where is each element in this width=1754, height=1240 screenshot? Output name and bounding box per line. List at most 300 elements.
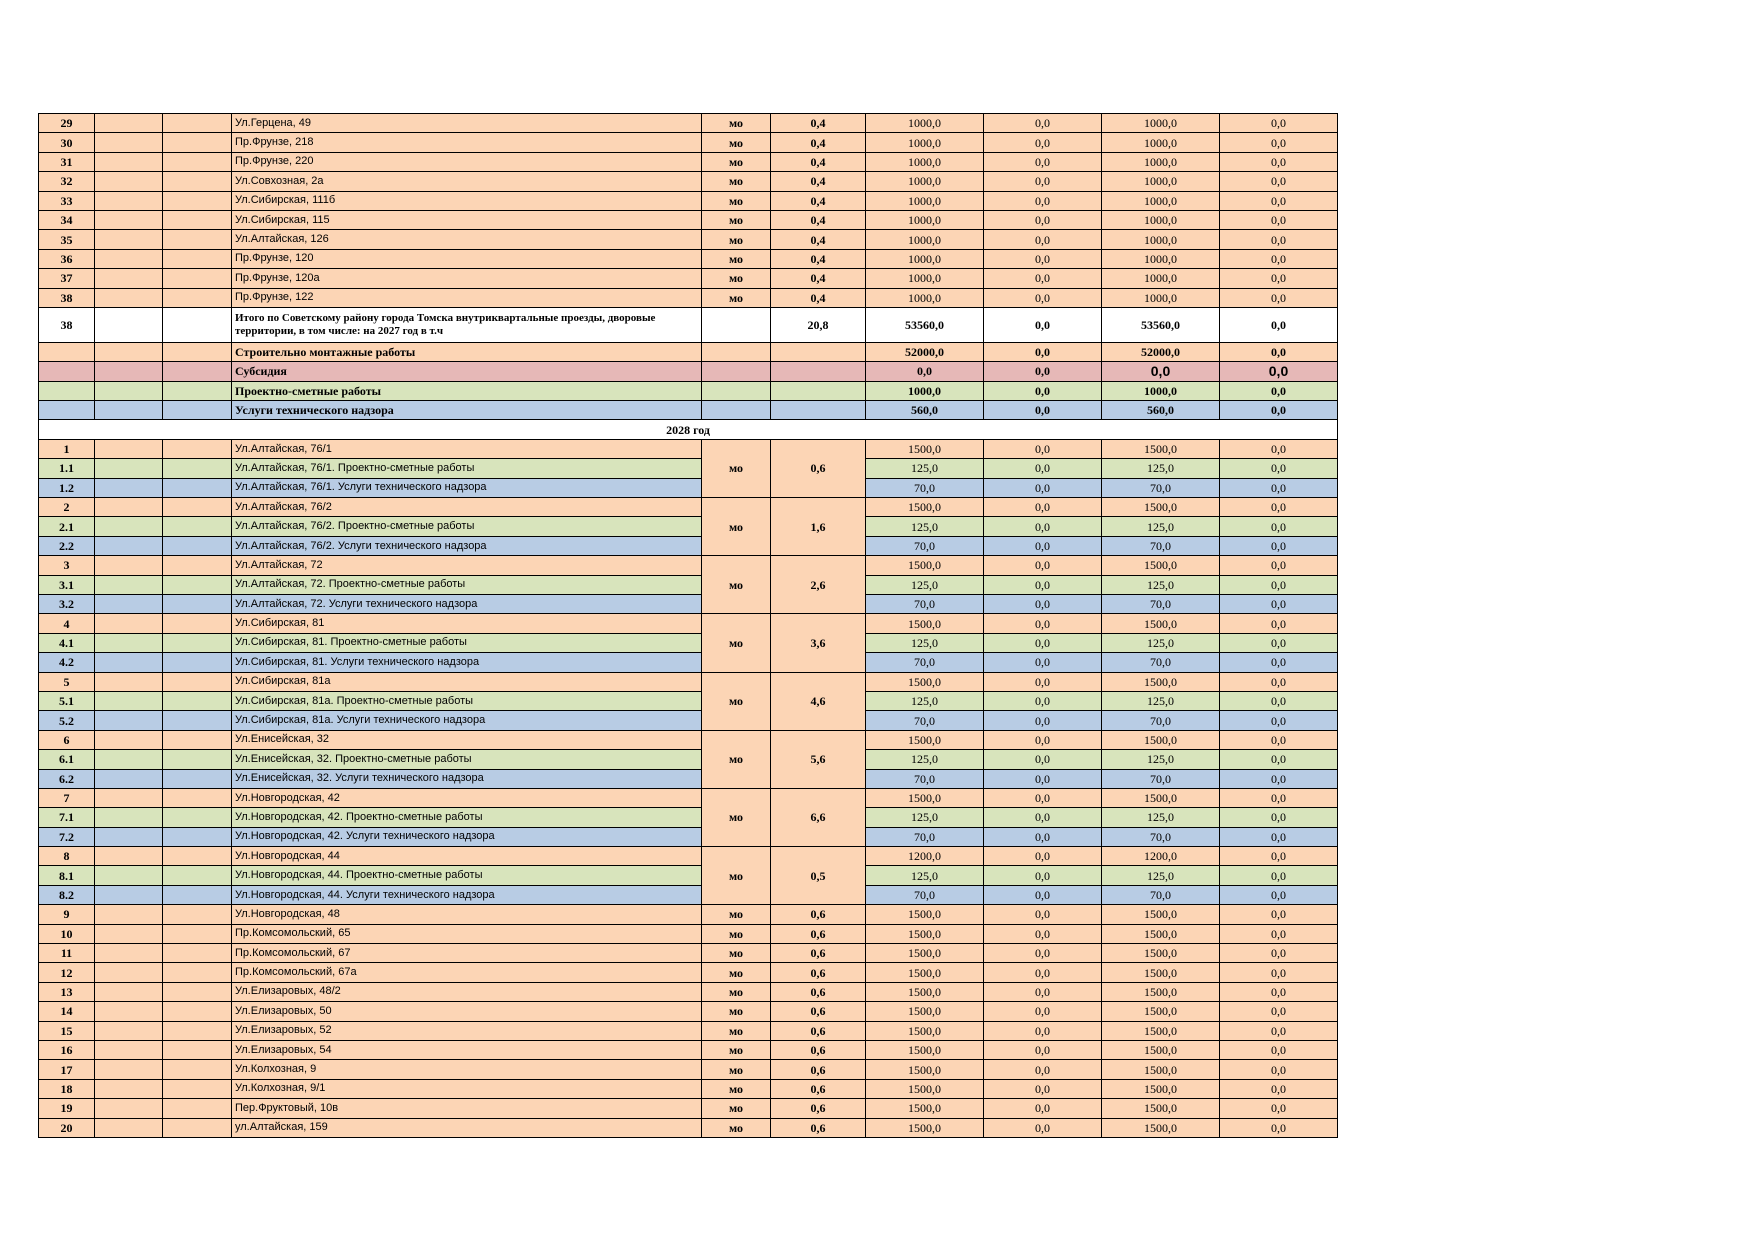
row-number-cell: 2 — [39, 498, 95, 517]
row-number-cell: 8.2 — [39, 885, 95, 904]
address-cell: Ул.Сибирская, 81а. Услуги технического надзора — [232, 711, 702, 730]
empty-cell — [39, 381, 95, 400]
empty-cell — [95, 788, 163, 807]
table-row — [39, 288, 1338, 307]
cost-total-cell: 70,0 — [866, 478, 984, 497]
row-number-cell: 32 — [39, 172, 95, 191]
address-cell: Ул.Герцена, 49 — [232, 114, 702, 133]
cost-federal-cell: 0,0 — [984, 498, 1102, 517]
empty-cell — [95, 866, 163, 885]
address-cell: Ул.Сибирская, 115 — [232, 210, 702, 229]
unit-cell: мо — [702, 924, 771, 943]
address-cell: Пр.Комсомольский, 67а — [232, 963, 702, 982]
cost-federal-cell: 0,0 — [984, 210, 1102, 229]
row-number-cell: 7.1 — [39, 808, 95, 827]
address-cell: Ул.Новгородская, 44. Услуги технического надзора — [232, 885, 702, 904]
empty-cell — [95, 342, 163, 361]
quantity-cell: 0,6 — [771, 1099, 866, 1118]
empty-cell — [163, 711, 232, 730]
address-cell: Ул.Алтайская, 72 — [232, 556, 702, 575]
cost-federal-cell: 0,0 — [984, 575, 1102, 594]
cost-local-cell: 1000,0 — [1102, 381, 1220, 400]
unit-cell: мо — [702, 152, 771, 171]
cost-total-cell: 125,0 — [866, 808, 984, 827]
empty-cell — [163, 691, 232, 710]
empty-cell — [702, 342, 771, 361]
cost-federal-cell: 0,0 — [984, 191, 1102, 210]
table-row — [39, 808, 1338, 827]
cost-total-cell: 1500,0 — [866, 1118, 984, 1137]
table-row — [39, 963, 1338, 982]
empty-cell — [163, 924, 232, 943]
cost-total-cell: 1500,0 — [866, 1099, 984, 1118]
table-row — [39, 210, 1338, 229]
cost-local-cell: 125,0 — [1102, 459, 1220, 478]
cost-other-cell: 0,0 — [1220, 459, 1338, 478]
cost-other-cell: 0,0 — [1220, 191, 1338, 210]
empty-cell — [95, 653, 163, 672]
address-cell: Ул.Сибирская, 81 — [232, 614, 702, 633]
cost-federal-cell: 0,0 — [984, 594, 1102, 613]
unit-cell: мо — [702, 114, 771, 133]
empty-cell — [95, 269, 163, 288]
cost-federal-cell: 0,0 — [984, 459, 1102, 478]
cost-federal-cell: 0,0 — [984, 517, 1102, 536]
cost-federal-cell: 0,0 — [984, 249, 1102, 268]
unit-cell: мо — [702, 982, 771, 1001]
table-row — [39, 575, 1338, 594]
empty-cell — [95, 1002, 163, 1021]
cost-other-cell: 0,0 — [1220, 788, 1338, 807]
quantity-cell: 0,4 — [771, 152, 866, 171]
cost-federal-cell: 0,0 — [984, 866, 1102, 885]
empty-cell — [163, 653, 232, 672]
quantity-cell: 0,4 — [771, 288, 866, 307]
empty-cell — [163, 342, 232, 361]
table-row — [39, 249, 1338, 268]
row-number-cell: 1.1 — [39, 459, 95, 478]
unit-cell: мо — [702, 230, 771, 249]
cost-other-cell: 0,0 — [1220, 924, 1338, 943]
cost-other-cell: 0,0 — [1220, 575, 1338, 594]
cost-local-cell: 53560,0 — [1102, 307, 1220, 342]
row-number-cell: 8.1 — [39, 866, 95, 885]
cost-local-cell: 70,0 — [1102, 711, 1220, 730]
cost-total-cell: 125,0 — [866, 750, 984, 769]
table-row — [39, 230, 1338, 249]
cost-other-cell: 0,0 — [1220, 114, 1338, 133]
quantity-cell: 0,6 — [771, 1118, 866, 1137]
table-row — [39, 459, 1338, 478]
cost-local-cell: 70,0 — [1102, 769, 1220, 788]
quantity-cell: 0,4 — [771, 191, 866, 210]
row-number-cell: 11 — [39, 944, 95, 963]
address-cell: ул.Алтайская, 159 — [232, 1118, 702, 1137]
empty-cell — [95, 614, 163, 633]
row-number-cell: 6.1 — [39, 750, 95, 769]
cost-local-cell: 1500,0 — [1102, 556, 1220, 575]
cost-local-cell: 1500,0 — [1102, 1060, 1220, 1079]
cost-other-cell: 0,0 — [1220, 210, 1338, 229]
empty-cell — [771, 362, 866, 381]
empty-cell — [95, 536, 163, 555]
cost-total-cell: 1500,0 — [866, 1002, 984, 1021]
quantity-cell: 0,4 — [771, 133, 866, 152]
cost-other-cell: 0,0 — [1220, 963, 1338, 982]
cost-federal-cell: 0,0 — [984, 944, 1102, 963]
address-cell: Ул.Новгородская, 42. Проектно-сметные работы — [232, 808, 702, 827]
cost-total-cell: 1500,0 — [866, 498, 984, 517]
cost-local-cell: 1000,0 — [1102, 230, 1220, 249]
empty-cell — [95, 1040, 163, 1059]
cost-total-cell: 1500,0 — [866, 439, 984, 458]
quantity-cell: 0,4 — [771, 249, 866, 268]
empty-cell — [163, 517, 232, 536]
cost-other-cell: 0,0 — [1220, 672, 1338, 691]
quantity-cell: 0,6 — [771, 905, 866, 924]
cost-local-cell: 1500,0 — [1102, 982, 1220, 1001]
cost-federal-cell: 0,0 — [984, 401, 1102, 420]
address-cell: Пер.Фруктовый, 10в — [232, 1099, 702, 1118]
cost-local-cell: 70,0 — [1102, 885, 1220, 904]
empty-cell — [95, 230, 163, 249]
row-number-cell: 33 — [39, 191, 95, 210]
empty-cell — [163, 827, 232, 846]
table-row — [39, 133, 1338, 152]
cost-federal-cell: 0,0 — [984, 1060, 1102, 1079]
table-row — [39, 788, 1338, 807]
cost-total-cell: 70,0 — [866, 769, 984, 788]
cost-total-cell: 70,0 — [866, 827, 984, 846]
cost-total-cell: 1000,0 — [866, 172, 984, 191]
table-row — [39, 1118, 1338, 1137]
row-number-cell: 4.2 — [39, 653, 95, 672]
empty-cell — [95, 210, 163, 229]
row-number-cell: 17 — [39, 1060, 95, 1079]
quantity-cell: 0,4 — [771, 114, 866, 133]
cost-local-cell: 1500,0 — [1102, 1099, 1220, 1118]
cost-total-cell: 1000,0 — [866, 249, 984, 268]
quantity-cell: 5,6 — [771, 730, 866, 788]
address-cell: Ул.Алтайская, 72. Проектно-сметные работы — [232, 575, 702, 594]
cost-federal-cell: 0,0 — [984, 556, 1102, 575]
cost-total-cell: 1200,0 — [866, 847, 984, 866]
section-label-cell: Субсидия — [232, 362, 702, 381]
cost-other-cell: 0,0 — [1220, 152, 1338, 171]
row-number-cell: 31 — [39, 152, 95, 171]
address-cell: Ул.Сибирская, 81. Проектно-сметные работы — [232, 633, 702, 652]
cost-local-cell: 1000,0 — [1102, 191, 1220, 210]
cost-local-cell: 125,0 — [1102, 691, 1220, 710]
table-row — [39, 556, 1338, 575]
table-row — [39, 1040, 1338, 1059]
cost-federal-cell: 0,0 — [984, 1002, 1102, 1021]
empty-cell — [95, 633, 163, 652]
cost-local-cell: 70,0 — [1102, 827, 1220, 846]
cost-local-cell: 1500,0 — [1102, 439, 1220, 458]
empty-cell — [163, 1021, 232, 1040]
empty-cell — [95, 517, 163, 536]
total-label-cell: Итого по Советскому району города Томска внутриквартальные проезды, дворовые территории, в том числе: на 2027 год в т.ч — [232, 307, 702, 342]
unit-cell: мо — [702, 963, 771, 982]
cost-federal-cell: 0,0 — [984, 885, 1102, 904]
empty-cell — [163, 362, 232, 381]
address-cell: Ул.Сибирская, 81а. Проектно-сметные работы — [232, 691, 702, 710]
cost-other-cell: 0,0 — [1220, 288, 1338, 307]
unit-cell: мо — [702, 944, 771, 963]
unit-cell: мо — [702, 788, 771, 846]
empty-cell — [95, 672, 163, 691]
cost-local-cell: 1500,0 — [1102, 924, 1220, 943]
unit-cell: мо — [702, 847, 771, 905]
empty-cell — [163, 808, 232, 827]
address-cell: Ул.Новгородская, 44 — [232, 847, 702, 866]
cost-other-cell: 0,0 — [1220, 401, 1338, 420]
row-number-cell: 4.1 — [39, 633, 95, 652]
cost-federal-cell: 0,0 — [984, 653, 1102, 672]
empty-cell — [163, 672, 232, 691]
empty-cell — [95, 905, 163, 924]
unit-cell: мо — [702, 210, 771, 229]
cost-total-cell: 1500,0 — [866, 982, 984, 1001]
empty-cell — [95, 808, 163, 827]
table-row — [39, 750, 1338, 769]
cost-other-cell: 0,0 — [1220, 944, 1338, 963]
empty-cell — [163, 307, 232, 342]
empty-cell — [163, 963, 232, 982]
cost-total-cell: 1500,0 — [866, 944, 984, 963]
cost-total-cell: 125,0 — [866, 691, 984, 710]
cost-total-cell: 125,0 — [866, 633, 984, 652]
row-number-cell: 35 — [39, 230, 95, 249]
empty-cell — [95, 498, 163, 517]
cost-local-cell: 70,0 — [1102, 478, 1220, 497]
empty-cell — [95, 114, 163, 133]
row-number-cell: 30 — [39, 133, 95, 152]
cost-local-cell: 1000,0 — [1102, 210, 1220, 229]
cost-total-cell: 1500,0 — [866, 963, 984, 982]
cost-federal-cell: 0,0 — [984, 230, 1102, 249]
empty-cell — [163, 633, 232, 652]
cost-other-cell: 0,0 — [1220, 307, 1338, 342]
address-cell: Пр.Комсомольский, 65 — [232, 924, 702, 943]
cost-federal-cell: 0,0 — [984, 730, 1102, 749]
cost-other-cell: 0,0 — [1220, 730, 1338, 749]
cost-local-cell: 1500,0 — [1102, 1079, 1220, 1098]
empty-cell — [163, 788, 232, 807]
cost-local-cell: 125,0 — [1102, 633, 1220, 652]
empty-cell — [163, 401, 232, 420]
unit-cell: мо — [702, 672, 771, 730]
cost-federal-cell: 0,0 — [984, 924, 1102, 943]
row-number-cell: 15 — [39, 1021, 95, 1040]
empty-cell — [163, 905, 232, 924]
cost-total-cell: 1000,0 — [866, 381, 984, 400]
row-number-cell: 5.2 — [39, 711, 95, 730]
address-cell: Ул.Алтайская, 76/1. Проектно-сметные работы — [232, 459, 702, 478]
cost-total-cell: 53560,0 — [866, 307, 984, 342]
cost-total-cell: 70,0 — [866, 653, 984, 672]
budget-table — [38, 113, 1338, 1138]
cost-total-cell: 1000,0 — [866, 133, 984, 152]
table-row — [39, 769, 1338, 788]
row-number-cell: 5 — [39, 672, 95, 691]
cost-total-cell: 1500,0 — [866, 1079, 984, 1098]
cost-other-cell: 0,0 — [1220, 342, 1338, 361]
empty-cell — [163, 1079, 232, 1098]
cost-other-cell: 0,0 — [1220, 133, 1338, 152]
empty-cell — [95, 847, 163, 866]
row-number-cell: 6 — [39, 730, 95, 749]
table-row — [39, 691, 1338, 710]
empty-cell — [771, 342, 866, 361]
table-row — [39, 172, 1338, 191]
table-row — [39, 982, 1338, 1001]
table-row — [39, 517, 1338, 536]
empty-cell — [163, 1118, 232, 1137]
cost-local-cell: 1500,0 — [1102, 672, 1220, 691]
quantity-cell: 1,6 — [771, 498, 866, 556]
cost-local-cell: 1500,0 — [1102, 944, 1220, 963]
table-row — [39, 905, 1338, 924]
quantity-cell: 0,6 — [771, 1079, 866, 1098]
cost-total-cell: 70,0 — [866, 711, 984, 730]
unit-cell: мо — [702, 1060, 771, 1079]
empty-cell — [702, 307, 771, 342]
empty-cell — [163, 269, 232, 288]
unit-cell: мо — [702, 269, 771, 288]
cost-total-cell: 1000,0 — [866, 288, 984, 307]
address-cell: Пр.Фрунзе, 120а — [232, 269, 702, 288]
empty-cell — [95, 982, 163, 1001]
table-row — [39, 1060, 1338, 1079]
empty-cell — [95, 1118, 163, 1137]
cost-local-cell: 1000,0 — [1102, 152, 1220, 171]
cost-other-cell: 0,0 — [1220, 556, 1338, 575]
empty-cell — [163, 288, 232, 307]
empty-cell — [163, 114, 232, 133]
address-cell: Ул.Новгородская, 42 — [232, 788, 702, 807]
table-row — [39, 269, 1338, 288]
unit-cell: мо — [702, 730, 771, 788]
empty-cell — [163, 730, 232, 749]
empty-cell — [95, 924, 163, 943]
empty-cell — [95, 769, 163, 788]
row-number-cell: 9 — [39, 905, 95, 924]
row-number-cell: 12 — [39, 963, 95, 982]
empty-cell — [163, 944, 232, 963]
empty-cell — [163, 750, 232, 769]
table-row — [39, 1002, 1338, 1021]
cost-federal-cell: 0,0 — [984, 982, 1102, 1001]
empty-cell — [163, 885, 232, 904]
row-number-cell: 14 — [39, 1002, 95, 1021]
cost-total-cell: 1500,0 — [866, 905, 984, 924]
table-row — [39, 478, 1338, 497]
empty-cell — [163, 152, 232, 171]
table-row — [39, 594, 1338, 613]
cost-other-cell: 0,0 — [1220, 517, 1338, 536]
table-row — [39, 191, 1338, 210]
table-row — [39, 152, 1338, 171]
unit-cell: мо — [702, 905, 771, 924]
cost-other-cell: 0,0 — [1220, 1118, 1338, 1137]
cost-local-cell: 1500,0 — [1102, 1118, 1220, 1137]
cost-federal-cell: 0,0 — [984, 672, 1102, 691]
table-row — [39, 633, 1338, 652]
cost-other-cell: 0,0 — [1220, 711, 1338, 730]
empty-cell — [163, 847, 232, 866]
address-cell: Ул.Елизаровых, 52 — [232, 1021, 702, 1040]
unit-cell: мо — [702, 133, 771, 152]
row-number-cell: 2.2 — [39, 536, 95, 555]
table-row — [39, 827, 1338, 846]
cost-other-cell: 0,0 — [1220, 439, 1338, 458]
cost-other-cell: 0,0 — [1220, 1040, 1338, 1059]
empty-cell — [163, 1060, 232, 1079]
cost-federal-cell: 0,0 — [984, 536, 1102, 555]
table-row — [39, 498, 1338, 517]
empty-cell — [163, 1099, 232, 1118]
address-cell: Ул.Новгородская, 42. Услуги технического надзора — [232, 827, 702, 846]
row-number-cell: 6.2 — [39, 769, 95, 788]
cost-federal-cell: 0,0 — [984, 633, 1102, 652]
empty-cell — [95, 249, 163, 268]
cost-local-cell: 560,0 — [1102, 401, 1220, 420]
empty-cell — [163, 556, 232, 575]
cost-local-cell: 125,0 — [1102, 750, 1220, 769]
cost-other-cell: 0,0 — [1220, 750, 1338, 769]
cost-total-cell: 125,0 — [866, 459, 984, 478]
empty-cell — [95, 459, 163, 478]
address-cell: Ул.Енисейская, 32 — [232, 730, 702, 749]
table-row — [39, 307, 1338, 342]
table-row — [39, 847, 1338, 866]
empty-cell — [95, 401, 163, 420]
empty-cell — [95, 594, 163, 613]
empty-cell — [163, 594, 232, 613]
cost-other-cell: 0,0 — [1220, 691, 1338, 710]
empty-cell — [95, 307, 163, 342]
table-body — [39, 114, 1338, 1138]
cost-other-cell: 0,0 — [1220, 536, 1338, 555]
cost-local-cell: 0,0 — [1102, 362, 1220, 381]
cost-total-cell: 1500,0 — [866, 614, 984, 633]
address-cell: Ул.Елизаровых, 48/2 — [232, 982, 702, 1001]
cost-other-cell: 0,0 — [1220, 885, 1338, 904]
cost-total-cell: 1000,0 — [866, 191, 984, 210]
cost-total-cell: 1500,0 — [866, 1040, 984, 1059]
empty-cell — [163, 478, 232, 497]
cost-federal-cell: 0,0 — [984, 114, 1102, 133]
empty-cell — [163, 982, 232, 1001]
cost-other-cell: 0,0 — [1220, 594, 1338, 613]
cost-other-cell: 0,0 — [1220, 172, 1338, 191]
section-label-cell: Услуги технического надзора — [232, 401, 702, 420]
cost-local-cell: 52000,0 — [1102, 342, 1220, 361]
cost-federal-cell: 0,0 — [984, 750, 1102, 769]
cost-federal-cell: 0,0 — [984, 269, 1102, 288]
table-row — [39, 944, 1338, 963]
empty-cell — [95, 439, 163, 458]
quantity-cell: 0,4 — [771, 230, 866, 249]
cost-total-cell: 1000,0 — [866, 269, 984, 288]
table-row — [39, 924, 1338, 943]
empty-cell — [95, 1021, 163, 1040]
unit-cell: мо — [702, 1118, 771, 1137]
empty-cell — [95, 133, 163, 152]
empty-cell — [95, 963, 163, 982]
